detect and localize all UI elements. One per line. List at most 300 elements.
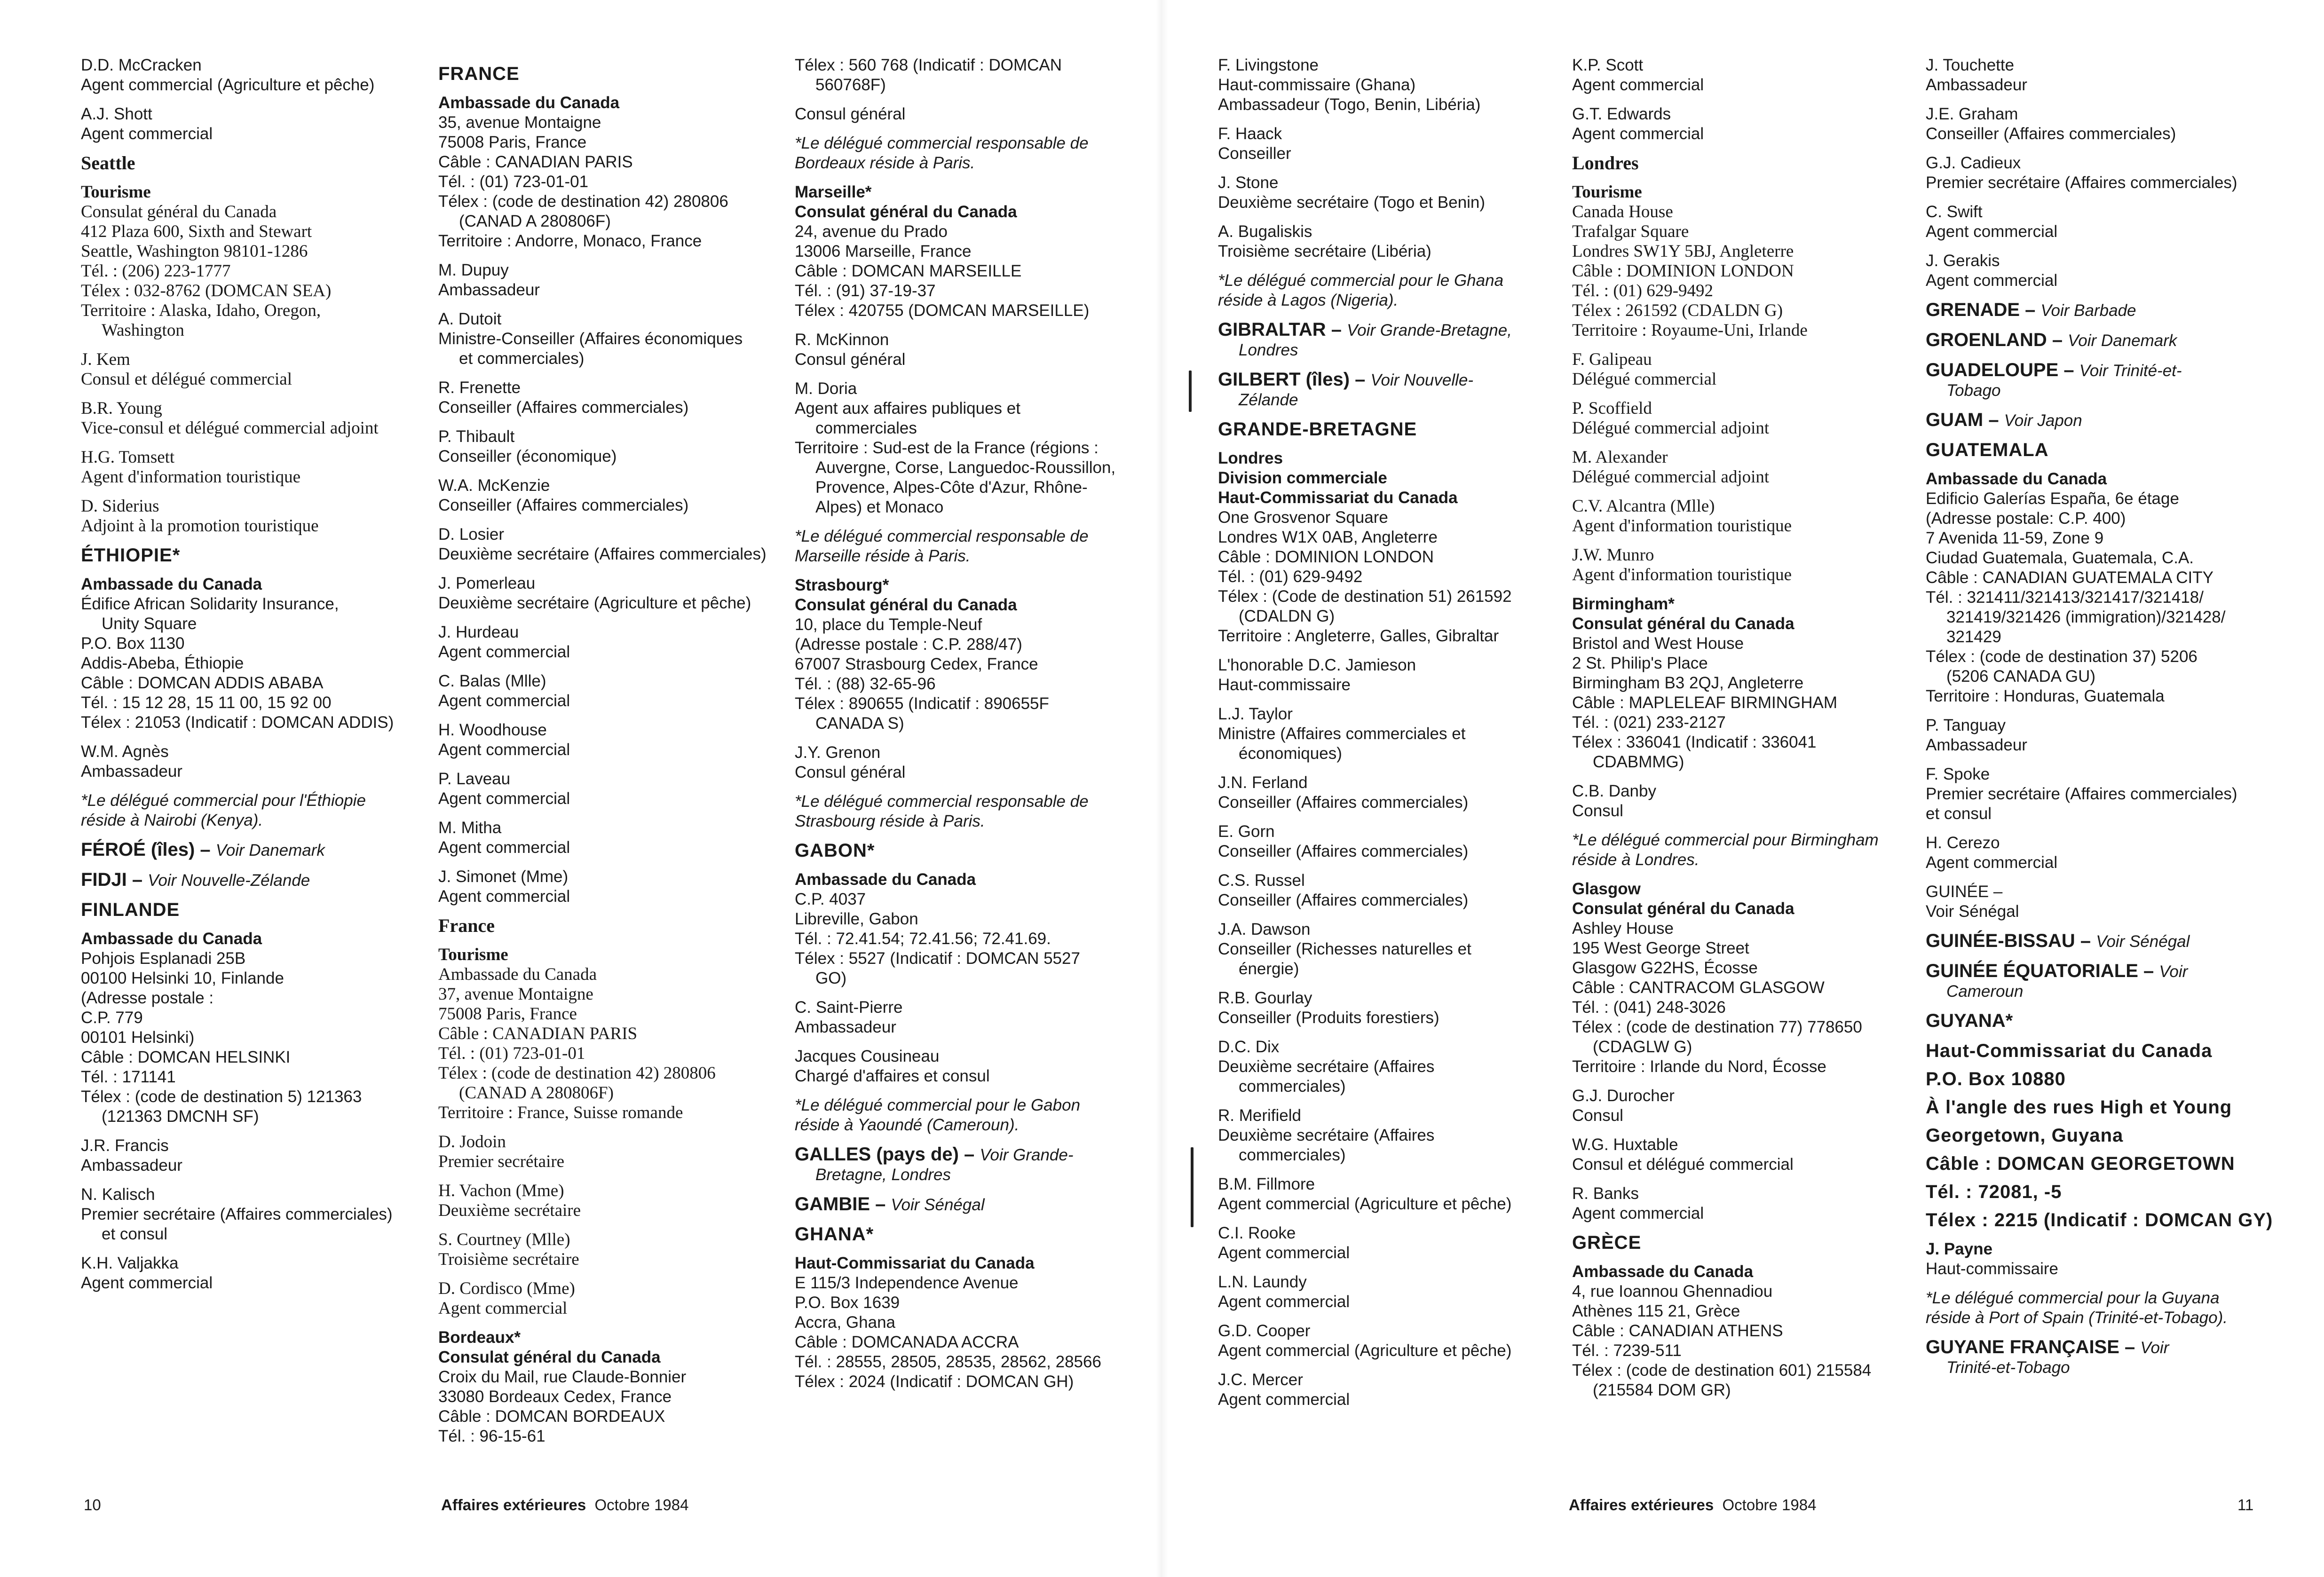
entry-line: (CANAD A 280806F) <box>459 1083 614 1103</box>
person-name: H. Woodhouse <box>438 721 547 739</box>
directory-entry <box>1218 871 1566 910</box>
entry-line: Tél. : 15 12 28, 15 11 00, 15 92 00 <box>81 694 332 712</box>
entry-line: Edificio Galerías España, 6e étage <box>1926 489 2179 508</box>
person-name: H. Cerezo <box>1926 834 2000 852</box>
directory-entry <box>795 841 1143 860</box>
directory-entry <box>1572 1086 1920 1126</box>
person-name: Jacques Cousineau <box>795 1047 940 1065</box>
entry-line: Télex : 21053 (Indicatif : DOMCAN ADDIS) <box>81 713 394 732</box>
directory-entry <box>1926 1041 2274 1230</box>
entry-line: Câble : DOMCAN ADDIS ABABA <box>81 674 324 692</box>
country-name: GUINÉE-BISSAU – <box>1926 930 2091 951</box>
office-title: Haut-Commissariat du Canada <box>1218 489 1458 507</box>
entry-line: Tél. : (91) 37-19-37 <box>795 282 936 300</box>
margin-bracket <box>1191 1147 1194 1227</box>
entry-line: GO) <box>815 969 847 987</box>
person-name: B.M. Fillmore <box>1218 1175 1315 1193</box>
directory-entry <box>1926 931 2274 952</box>
see-also-text: Londres <box>1239 341 1298 359</box>
directory-entry <box>795 1254 1143 1392</box>
directory-entry <box>438 867 786 907</box>
directory-entry <box>1926 961 2274 1001</box>
entry-line: Édifice African Solidarity Insurance, <box>81 595 339 613</box>
entry-title: D. Jodoin <box>438 1132 506 1151</box>
note-line: réside à Port of Spain (Trinité-et-Tobago). <box>1926 1309 2228 1327</box>
directory-entry <box>81 870 429 891</box>
entry-line: 35, avenue Montaigne <box>438 113 601 132</box>
directory-entry <box>81 742 429 781</box>
person-name: J. Stone <box>1218 173 1279 192</box>
directory-entry <box>795 1047 1143 1086</box>
entry-line: Washington <box>102 321 184 340</box>
country-heading: Tél. : 72081, -5 <box>1926 1182 2062 1202</box>
directory-entry <box>438 64 786 84</box>
cross-reference <box>1926 300 2274 321</box>
entry-line: Libreville, Gabon <box>795 910 918 928</box>
entry-line: Agent commercial <box>81 125 213 143</box>
country-heading: GUATEMALA <box>1926 440 2049 460</box>
note-line: *Le délégué commercial responsable de <box>795 792 1089 811</box>
directory-entry <box>1218 1106 1566 1165</box>
directory-entry <box>1572 153 1920 173</box>
entry-line: Télex : (code de destination 37) 5206 <box>1926 647 2198 666</box>
entry-line: Télex : (code de destination 601) 215584 <box>1572 1361 1872 1380</box>
directory-entry <box>795 527 1143 566</box>
entry-line: Provence, Alpes-Côte d'Azur, Rhône- <box>815 478 1088 497</box>
entry-line: Seattle, Washington 98101-1286 <box>81 242 308 261</box>
note-line: réside à Londres. <box>1572 851 1700 869</box>
directory-entry <box>1926 1288 2274 1328</box>
person-name: F. Livingstone <box>1218 56 1319 74</box>
directory-entry <box>795 792 1143 831</box>
directory-entry <box>1572 1262 1920 1400</box>
directory-entry <box>1218 704 1566 764</box>
entry-line: Câble : DOMINION LONDON <box>1572 261 1794 281</box>
directory-entry <box>1218 173 1566 213</box>
entry-line: Câble : CANADIAN PARIS <box>438 153 633 171</box>
directory-entry <box>1572 1233 1920 1253</box>
note-line: réside à Lagos (Nigeria). <box>1218 291 1399 309</box>
country-name: GUYANA* <box>1926 1010 2013 1031</box>
directory-entry <box>81 1136 429 1175</box>
entry-line: CDABMMG) <box>1593 753 1684 771</box>
entry-line: Agent commercial <box>1572 76 1704 94</box>
directory-entry <box>1218 773 1566 812</box>
directory-entry <box>1218 1321 1566 1361</box>
cross-reference <box>1926 1011 2274 1032</box>
directory-entry <box>1926 360 2274 401</box>
person-name: C. Balas (Mlle) <box>438 672 546 690</box>
entry-line: Haut-commissaire <box>1926 1260 2058 1278</box>
person-name: Télex : 560 768 (Indicatif : DOMCAN <box>795 56 1062 74</box>
country-name: GALLES (pays de) – <box>795 1144 975 1165</box>
directory-entry <box>1926 330 2274 351</box>
entry-line: Tél. : (01) 723-01-01 <box>438 173 589 191</box>
country-heading: GRANDE-BRETAGNE <box>1218 419 1417 440</box>
entry-line: 33080 Bordeaux Cedex, France <box>438 1388 672 1406</box>
directory-entry <box>1926 882 2274 922</box>
entry-line: Agent commercial <box>438 741 570 759</box>
entry-line: Télex : (code de destination 42) 280806 <box>438 192 728 211</box>
see-also-text: Voir Sénégal <box>891 1196 985 1214</box>
person-name: D. Losier <box>438 525 505 544</box>
entry-line: Territoire : Sud-est de la France (régions : <box>795 439 1099 457</box>
directory-entry <box>81 182 429 340</box>
person-name: J.E. Graham <box>1926 105 2018 123</box>
entry-line: Premier secrétaire (Affaires commerciales) <box>1926 173 2237 192</box>
entry-line: Londres W1X 0AB, Angleterre <box>1218 528 1438 546</box>
entry-line: C.P. 4037 <box>795 890 866 908</box>
entry-line: Ciudad Guatemala, Guatemala, C.A. <box>1926 549 2194 567</box>
entry-title: S. Courtney (Mlle) <box>438 1230 570 1249</box>
directory-entry <box>795 1144 1143 1185</box>
entry-title: D. Cordisco (Mme) <box>438 1279 575 1298</box>
entry-line: Agent commercial <box>1218 1293 1350 1311</box>
note-line: *Le délégué commercial pour le Ghana <box>1218 271 1504 290</box>
office-title: Ambassade du Canada <box>795 870 976 889</box>
entry-line: Télex : 261592 (CDALDN G) <box>1572 301 1783 320</box>
directory-entry <box>1218 370 1566 410</box>
entry-line: Consul général <box>795 350 906 369</box>
directory-entry <box>1572 830 1920 870</box>
entry-line: One Grosvenor Square <box>1218 508 1388 527</box>
see-also-text: Voir Japon <box>2004 411 2082 430</box>
directory-entry <box>438 525 786 564</box>
country-name: GILBERT (îles) – <box>1218 369 1366 390</box>
country-heading: P.O. Box 10880 <box>1926 1069 2066 1089</box>
footer-right <box>1569 1496 1816 1514</box>
directory-entry <box>795 1194 1143 1215</box>
person-name: P. Thibault <box>438 427 515 446</box>
directory-entry <box>438 1181 786 1221</box>
entry-line: Conseiller (Affaires commerciales) <box>438 496 689 514</box>
note-line: Marseille réside à Paris. <box>795 547 971 565</box>
person-name: W.M. Agnès <box>81 742 169 761</box>
office-title: Marseille* <box>795 183 872 201</box>
note-line: Bordeaux réside à Paris. <box>795 154 975 172</box>
directory-entry <box>81 840 429 860</box>
person-name: D.D. McCracken <box>81 56 202 74</box>
note-line: *Le délégué commercial responsable de <box>795 134 1089 152</box>
entry-line: économiques) <box>1239 744 1342 763</box>
entry-line: Croix du Mail, rue Claude-Bonnier <box>438 1368 687 1386</box>
directory-entry <box>795 1224 1143 1244</box>
entry-line: 00101 Helsinki) <box>81 1028 195 1047</box>
directory-entry <box>438 1132 786 1172</box>
entry-line: Agent commercial <box>81 1274 213 1292</box>
note-line: réside à Nairobi (Kenya). <box>81 811 263 829</box>
country-name: GUADELOUPE – <box>1926 360 2074 380</box>
person-name: J.R. Francis <box>81 1136 169 1155</box>
see-also-text: Zélande <box>1239 391 1298 409</box>
entry-line: Consul <box>1572 1106 1623 1125</box>
entry-title: C.V. Alcantra (Mlle) <box>1572 497 1715 516</box>
country-heading: Télex : 2215 (Indicatif : DOMCAN GY) <box>1926 1210 2273 1230</box>
entry-line: 24, avenue du Prado <box>795 222 948 241</box>
person-name: R. McKinnon <box>795 331 889 349</box>
office-title: Haut-Commissariat du Canada <box>795 1254 1035 1272</box>
city-heading: Londres <box>1572 152 1639 173</box>
entry-line: (CDAGLW G) <box>1593 1038 1692 1056</box>
directory-entry <box>1218 271 1566 310</box>
entry-line: Ambassadeur <box>1926 76 2027 94</box>
see-also-text: Voir <box>2140 1339 2169 1357</box>
entry-line: Ambassadeur <box>438 281 540 299</box>
directory-entry <box>1218 1223 1566 1263</box>
person-name: A.J. Shott <box>81 105 152 123</box>
entry-line: Unity Square <box>102 615 197 633</box>
entry-line: Consul et délégué commercial <box>81 370 292 389</box>
entry-line: (Adresse postale: C.P. 400) <box>1926 509 2126 528</box>
entry-title: P. Scoffield <box>1572 399 1652 418</box>
note-line: *Le délégué commercial pour la Guyana <box>1926 1289 2220 1307</box>
entry-line: Agent commercial <box>438 643 570 661</box>
office-title: Londres <box>1218 449 1283 467</box>
person-name: E. Gorn <box>1218 822 1275 841</box>
entry-line: Pohjois Esplanadi 25B <box>81 949 246 968</box>
entry-line: Conseiller (Affaires commerciales) <box>1218 793 1469 812</box>
entry-line: énergie) <box>1239 960 1299 978</box>
directory-entry <box>81 153 429 173</box>
see-also-text: Voir Sénégal <box>2096 932 2190 951</box>
country-heading: GRÈCE <box>1572 1232 1642 1253</box>
directory-entry <box>438 378 786 418</box>
entry-line: et consul <box>102 1225 168 1243</box>
person-name: N. Kalisch <box>81 1185 155 1204</box>
person-name: F. Spoke <box>1926 765 1990 783</box>
directory-entry <box>438 93 786 251</box>
entry-line: Télex : 890655 (Indicatif : 890655F <box>795 694 1049 713</box>
publication-issue: Octobre 1984 <box>594 1496 689 1514</box>
country-heading: FRANCE <box>438 63 520 84</box>
directory-entry <box>1572 879 1920 1077</box>
page-number-left: 10 <box>84 1496 101 1514</box>
entry-line: Ambassadeur <box>81 762 182 781</box>
entry-line: Agent aux affaires publiques et <box>795 399 1020 418</box>
entry-line: Bristol and West House <box>1572 634 1744 653</box>
directory-entry <box>81 929 429 1127</box>
entry-line: Tél. : 7239-511 <box>1572 1341 1682 1360</box>
entry-line: Haut-commissaire <box>1218 676 1351 694</box>
entry-line: (215584 DOM GR) <box>1593 1381 1731 1399</box>
entry-line: Télex : 336041 (Indicatif : 336041 <box>1572 733 1817 751</box>
office-title: Ambassade du Canada <box>1572 1262 1754 1281</box>
entry-title: Tourisme <box>438 945 508 964</box>
country-heading: GHANA* <box>795 1224 874 1245</box>
person-name: M. Doria <box>795 379 857 398</box>
directory-entry <box>1218 822 1566 861</box>
directory-entry <box>438 574 786 613</box>
directory-entry <box>1926 1011 2274 1032</box>
person-name: J.N. Ferland <box>1218 773 1308 792</box>
person-name: K.H. Valjakka <box>81 1254 179 1272</box>
directory-entry <box>1572 104 1920 144</box>
directory-entry <box>438 818 786 858</box>
entry-line: Territoire : Angleterre, Galles, Gibraltar <box>1218 627 1499 645</box>
directory-entry <box>1218 655 1566 695</box>
directory-entry <box>1218 320 1566 360</box>
entry-line: 13006 Marseille, France <box>795 242 972 260</box>
entry-line: Conseiller (Affaires commerciales) <box>1926 125 2176 143</box>
office-title: Consulat général du Canada <box>1572 899 1794 918</box>
entry-line: Délégué commercial adjoint <box>1572 418 1770 438</box>
directory-entry <box>1218 1175 1566 1214</box>
directory-entry <box>1218 988 1566 1028</box>
see-also-text: Voir Grande- <box>980 1146 1074 1164</box>
entry-line: Tél. : (041) 248-3026 <box>1572 998 1726 1017</box>
entry-title: H. Vachon (Mme) <box>438 1181 564 1200</box>
entry-line: Consul <box>1572 802 1623 820</box>
entry-line: Londres SW1Y 5BJ, Angleterre <box>1572 242 1794 261</box>
directory-entry <box>1572 350 1920 389</box>
column-6 <box>1926 55 2274 1387</box>
entry-title: B.R. Young <box>81 399 162 418</box>
entry-line: Câble : CANADIAN ATHENS <box>1572 1322 1783 1340</box>
person-name: W.A. McKenzie <box>438 476 550 495</box>
entry-line: Tél. : 321411/321413/321417/321418/ <box>1926 588 2204 607</box>
country-heading: GABON* <box>795 840 875 861</box>
directory-entry <box>795 743 1143 782</box>
directory-entry <box>81 55 429 95</box>
entry-line: Agent commercial <box>438 789 570 808</box>
column-5 <box>1572 55 1920 1410</box>
directory-entry <box>81 350 429 389</box>
person-name: R. Frenette <box>438 378 521 397</box>
entry-line: 7 Avenida 11-59, Zone 9 <box>1926 529 2104 547</box>
note-line: *Le délégué commercial pour Birmingham <box>1572 831 1879 849</box>
cross-reference <box>1218 370 1566 390</box>
entry-line: Câble : DOMCAN HELSINKI <box>81 1048 291 1066</box>
publication-title: Affaires extérieures <box>1569 1496 1714 1514</box>
entry-line: 560768F) <box>815 76 886 94</box>
entry-line: Ambassadeur (Togo, Benin, Libéria) <box>1218 95 1481 114</box>
entry-line: commerciales) <box>1239 1146 1346 1164</box>
see-also-text: Voir Trinité-et- <box>2079 362 2182 380</box>
directory-entry <box>438 671 786 711</box>
directory-entry <box>1926 153 2274 193</box>
column-2 <box>438 55 786 1456</box>
person-name: D.C. Dix <box>1218 1038 1280 1056</box>
office-title: Glasgow <box>1572 880 1641 898</box>
entry-line: Télex : (code de destination 42) 280806 <box>438 1064 716 1083</box>
person-name: C.I. Rooke <box>1218 1224 1296 1242</box>
office-title: Strasbourg* <box>795 576 889 594</box>
entry-line: Agent d'information touristique <box>1572 565 1792 584</box>
entry-line: Conseiller (Affaires commerciales) <box>1218 842 1469 860</box>
entry-line: Câble : DOMCAN BORDEAUX <box>438 1407 665 1426</box>
cross-reference <box>1926 330 2274 351</box>
entry-line: P.O. Box 1130 <box>81 634 185 653</box>
directory-entry <box>1572 1184 1920 1223</box>
entry-line: Deuxième secrétaire (Affaires <box>1218 1126 1435 1144</box>
directory-entry <box>795 134 1143 173</box>
directory-entry <box>795 55 1143 95</box>
entry-line: Consul et délégué commercial <box>1572 1155 1794 1174</box>
entry-line: Tél. : (021) 233-2127 <box>1572 713 1726 732</box>
person-name: R. Banks <box>1572 1184 1639 1203</box>
entry-line: Chargé d'affaires et consul <box>795 1067 990 1085</box>
office-title: Birmingham* <box>1572 595 1675 613</box>
directory-entry <box>81 900 429 920</box>
directory-entry <box>1218 1272 1566 1312</box>
publication-issue: Octobre 1984 <box>1722 1496 1817 1514</box>
entry-line: Télex : (code de destination 5) 121363 <box>81 1088 362 1106</box>
entry-line: Tél. : 96-15-61 <box>438 1427 545 1445</box>
entry-line: 37, avenue Montaigne <box>438 985 593 1004</box>
see-also-text: Voir Danemark <box>215 841 325 859</box>
directory-entry <box>438 720 786 760</box>
entry-line: Troisième secrétaire (Libéria) <box>1218 242 1431 260</box>
directory-entry <box>1218 449 1566 646</box>
country-name: GRENADE – <box>1926 300 2036 320</box>
footer-left <box>441 1496 688 1514</box>
directory-entry <box>1926 716 2274 755</box>
entry-line: Agent commercial (Agriculture et pêche) <box>81 76 375 94</box>
directory-entry <box>1926 440 2274 460</box>
country-heading: Haut-Commissariat du Canada <box>1926 1041 2213 1061</box>
directory-entry <box>795 104 1143 124</box>
entry-line: 10, place du Temple-Neuf <box>795 615 982 634</box>
cross-reference <box>795 1194 1143 1215</box>
entry-line: Conseiller (Richesses naturelles et <box>1218 940 1471 958</box>
directory-entry <box>1572 55 1920 95</box>
country-name: GUYANE FRANÇAISE – <box>1926 1337 2135 1357</box>
see-also-text: Trinité-et-Tobago <box>1946 1358 2070 1377</box>
entry-line: 00100 Helsinki 10, Finlande <box>81 969 284 987</box>
directory-entry <box>438 916 786 936</box>
entry-line: 75008 Paris, France <box>438 133 587 151</box>
cross-reference <box>1926 1337 2274 1358</box>
entry-line: (5206 CANADA GU) <box>1946 667 2096 686</box>
see-also-text: Tobago <box>1946 381 2001 400</box>
directory-entry <box>81 104 429 144</box>
entry-line: Agent commercial <box>1572 125 1704 143</box>
person-name: GUINÉE – <box>1926 883 2003 901</box>
entry-line: (121363 DMCNH SF) <box>102 1107 259 1126</box>
directory-entry <box>795 1096 1143 1135</box>
see-also-text: Voir Danemark <box>2068 331 2177 350</box>
entry-line: Agent commercial (Agriculture et pêche) <box>1218 1341 1512 1360</box>
country-name: FIDJI – <box>81 869 143 890</box>
entry-line: 195 West George Street <box>1572 939 1749 957</box>
directory-entry <box>81 791 429 830</box>
directory-entry <box>81 399 429 438</box>
column-3 <box>795 55 1143 1401</box>
entry-title: D. Siderius <box>81 497 159 516</box>
directory-entry <box>1572 781 1920 821</box>
entry-line: (CANAD A 280806F) <box>459 212 611 230</box>
country-heading: Câble : DOMCAN GEORGETOWN <box>1926 1153 2235 1174</box>
directory-entry <box>1926 1337 2274 1378</box>
see-also-text: Voir Barbade <box>2040 301 2136 320</box>
cross-reference <box>1926 931 2274 952</box>
entry-line: Agent commercial <box>1572 1204 1704 1222</box>
directory-entry <box>438 309 786 369</box>
entry-line: Canada House <box>1572 202 1673 221</box>
entry-line: Premier secrétaire <box>438 1152 565 1171</box>
see-also-text: Voir Grande-Bretagne, <box>1347 321 1512 339</box>
entry-line: Haut-commissaire (Ghana) <box>1218 76 1416 94</box>
directory-entry <box>1218 1037 1566 1096</box>
cross-reference <box>795 1144 1143 1165</box>
entry-line: Accra, Ghana <box>795 1313 895 1332</box>
directory-entry <box>1926 202 2274 242</box>
person-name: J. Touchette <box>1926 56 2015 74</box>
directory-entry <box>438 476 786 515</box>
cross-reference <box>81 840 429 860</box>
country-heading: À l'angle des rues High et Young <box>1926 1097 2232 1118</box>
directory-entry <box>438 260 786 300</box>
